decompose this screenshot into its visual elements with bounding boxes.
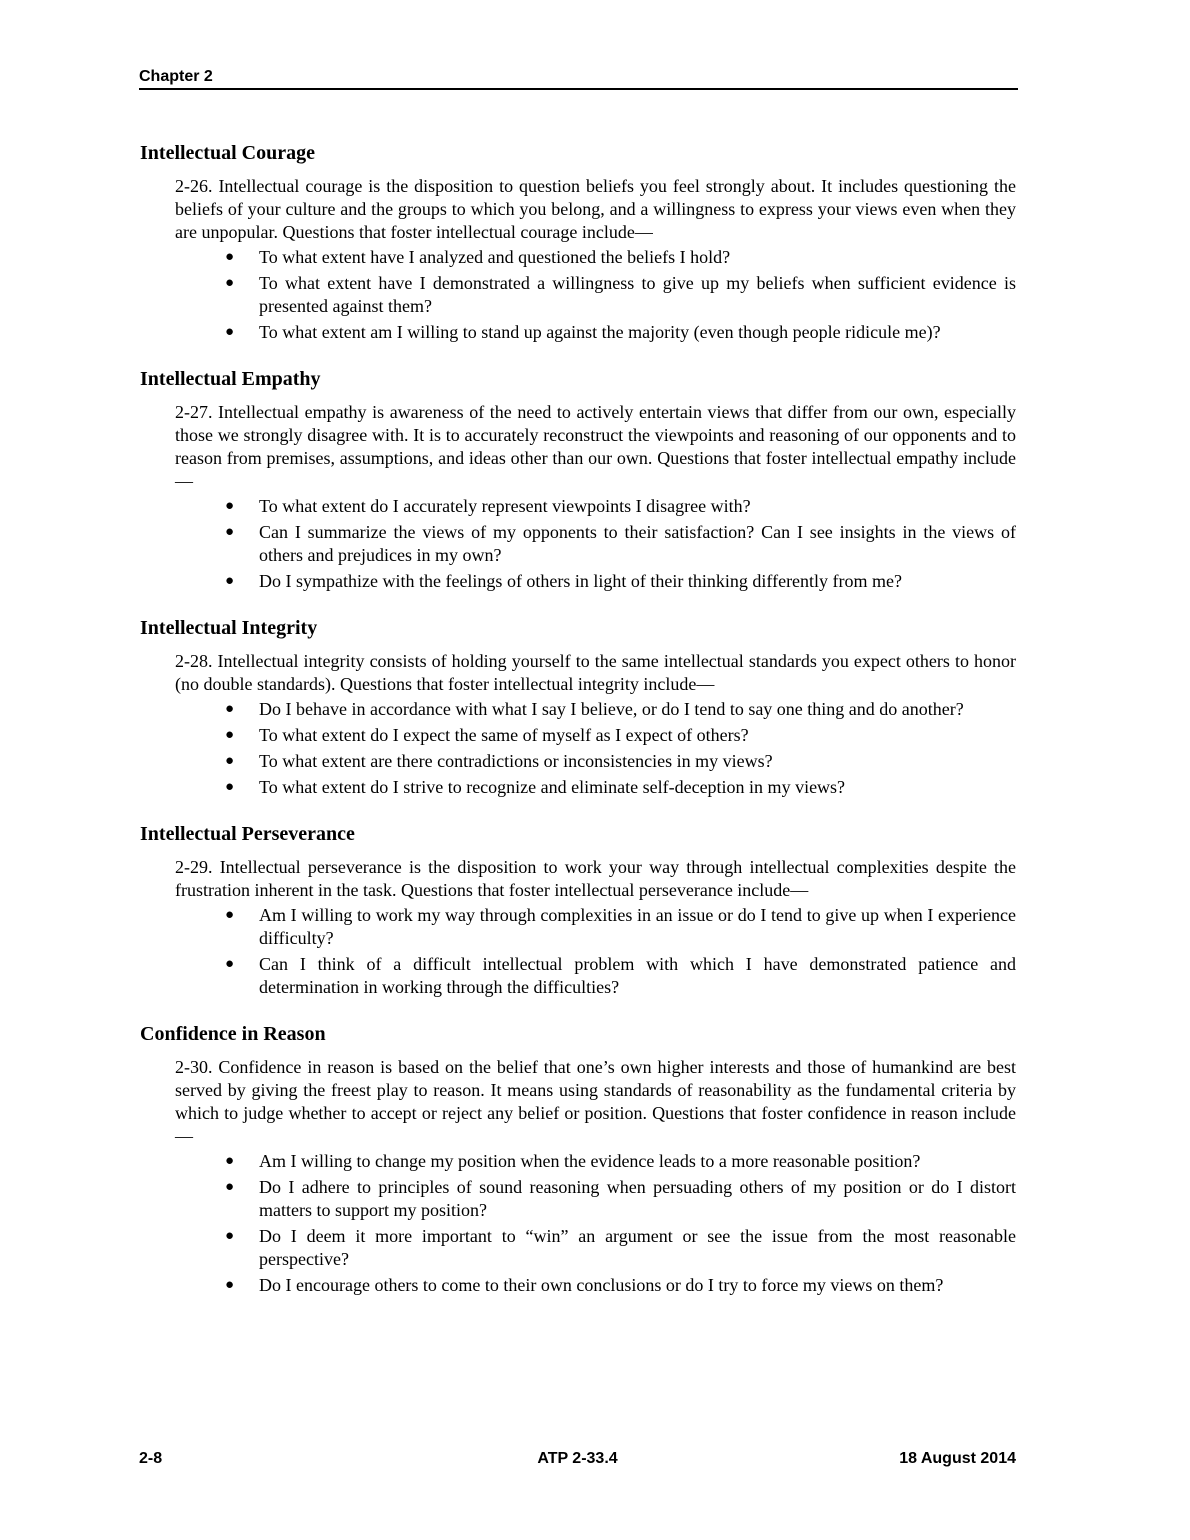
bullet-item — [225, 953, 1016, 999]
bullet-item — [225, 1150, 1016, 1173]
bullet-text: Do I deem it more important to “win” an argument or see the issue from the most reasonable perspective? — [259, 1226, 1016, 1269]
section-paragraph: 2-26. Intellectual courage is the disposition to question beliefs you feel strongly about. It includes questioning the beliefs of your culture and the groups to which you belong, and a willingness to express your views even when they are unpopular. Questions that foster intellectual courage include— — [175, 176, 1016, 242]
bullet-text: Am I willing to work my way through complexities in an issue or do I tend to give up when I experience difficulty? — [259, 905, 1016, 948]
section-confidence-in-reason — [140, 1021, 1016, 1297]
bullet-icon: ● — [225, 1179, 235, 1195]
bullet-item — [225, 698, 1016, 721]
chapter-header — [139, 68, 1018, 90]
bullet-text: Do I behave in accordance with what I say I believe, or do I tend to say one thing and do another? — [259, 699, 964, 719]
bullet-item — [225, 272, 1016, 318]
bullet-item — [225, 521, 1016, 567]
section-paragraph: 2-27. Intellectual empathy is awareness of the need to actively entertain views that differ from our own, especially those we strongly disagree with. It is to accurately reconstruct the viewpoints and reasoning of our opponents and to reason from premises, assumptions, and ideas other than our own. Questions that foster intellectual empathy include— — [175, 402, 1016, 491]
section-heading: Intellectual Integrity — [140, 617, 318, 639]
bullet-item — [225, 776, 1016, 799]
bullet-item — [225, 1274, 1016, 1297]
section-intellectual-integrity — [140, 615, 1016, 799]
bullet-list — [140, 904, 1016, 999]
section-intellectual-empathy — [140, 366, 1016, 593]
bullet-item — [225, 904, 1016, 950]
section-heading: Intellectual Perseverance — [140, 823, 355, 845]
section-heading: Intellectual Courage — [140, 142, 315, 164]
chapter-label: Chapter 2 — [139, 68, 213, 85]
bullet-item — [225, 750, 1016, 773]
bullet-item — [225, 495, 1016, 518]
bullet-text: To what extent are there contradictions or inconsistencies in my views? — [259, 751, 773, 771]
bullet-item — [225, 1225, 1016, 1271]
bullet-text: To what extent do I strive to recognize and eliminate self-deception in my views? — [259, 777, 846, 797]
bullet-list — [140, 1150, 1016, 1297]
bullet-icon: ● — [225, 1228, 235, 1244]
bullet-text: Do I sympathize with the feelings of others in light of their thinking differently from me? — [259, 571, 903, 591]
bullet-text: To what extent do I expect the same of myself as I expect of others? — [259, 725, 749, 745]
bullet-text: Am I willing to change my position when the evidence leads to a more reasonable position? — [259, 1151, 921, 1171]
section-intellectual-courage — [140, 140, 1016, 344]
bullet-icon: ● — [225, 701, 235, 717]
bullet-text: Can I think of a difficult intellectual problem with which I have demonstrated patience and determination in working through the difficulties? — [259, 954, 1016, 997]
bullet-icon: ● — [225, 727, 235, 743]
bullet-icon: ● — [225, 907, 235, 923]
section-intellectual-perseverance — [140, 821, 1016, 999]
bullet-item — [225, 321, 1016, 344]
bullet-text: To what extent have I demonstrated a willingness to give up my beliefs when sufficient evidence is presented against them? — [259, 273, 1016, 316]
bullet-icon: ● — [225, 1277, 235, 1293]
bullet-text: To what extent have I analyzed and questioned the beliefs I hold? — [259, 247, 731, 267]
bullet-item — [225, 1176, 1016, 1222]
section-heading: Intellectual Empathy — [140, 368, 321, 390]
bullet-icon: ● — [225, 779, 235, 795]
bullet-icon: ● — [225, 956, 235, 972]
bullet-icon: ● — [225, 1153, 235, 1169]
section-paragraph: 2-30. Confidence in reason is based on the belief that one’s own higher interests and those of humankind are best served by giving the freest play to reason. It means using standards of reasonability as the fundamental criteria by which to judge whether to accept or reject any belief or position. Questions that foster confidence in reason include— — [175, 1057, 1016, 1146]
bullet-list — [140, 495, 1016, 593]
bullet-text: To what extent am I willing to stand up against the majority (even though people ridicule me)? — [259, 322, 941, 342]
bullet-icon: ● — [225, 573, 235, 589]
bullet-list — [140, 246, 1016, 344]
bullet-item — [225, 724, 1016, 747]
bullet-item — [225, 570, 1016, 593]
bullet-text: Do I encourage others to come to their own conclusions or do I try to force my views on them? — [259, 1275, 944, 1295]
section-paragraph: 2-29. Intellectual perseverance is the disposition to work your way through intellectual complexities despite the frustration inherent in the task. Questions that foster intellectual perseverance include— — [175, 857, 1016, 900]
bullet-icon: ● — [225, 498, 235, 514]
section-heading: Confidence in Reason — [140, 1023, 326, 1045]
publication-id: ATP 2-33.4 — [537, 1450, 618, 1467]
bullet-text: Do I adhere to principles of sound reasoning when persuading others of my position or do I distort matters to support my position? — [259, 1177, 1016, 1220]
page-content — [140, 140, 1016, 1319]
bullet-list — [140, 698, 1016, 799]
bullet-text: Can I summarize the views of my opponents to their satisfaction? Can I see insights in the views of others and prejudices in my own? — [259, 522, 1016, 565]
bullet-icon: ● — [225, 524, 235, 540]
publication-date: 18 August 2014 — [899, 1450, 1016, 1467]
bullet-item — [225, 246, 1016, 269]
bullet-icon: ● — [225, 275, 235, 291]
bullet-icon: ● — [225, 324, 235, 340]
section-paragraph: 2-28. Intellectual integrity consists of holding yourself to the same intellectual standards you expect others to honor (no double standards). Questions that foster intellectual integrity include— — [175, 651, 1016, 694]
bullet-text: To what extent do I accurately represent viewpoints I disagree with? — [259, 496, 751, 516]
page-number: 2-8 — [139, 1450, 163, 1467]
bullet-icon: ● — [225, 753, 235, 769]
bullet-icon: ● — [225, 249, 235, 265]
